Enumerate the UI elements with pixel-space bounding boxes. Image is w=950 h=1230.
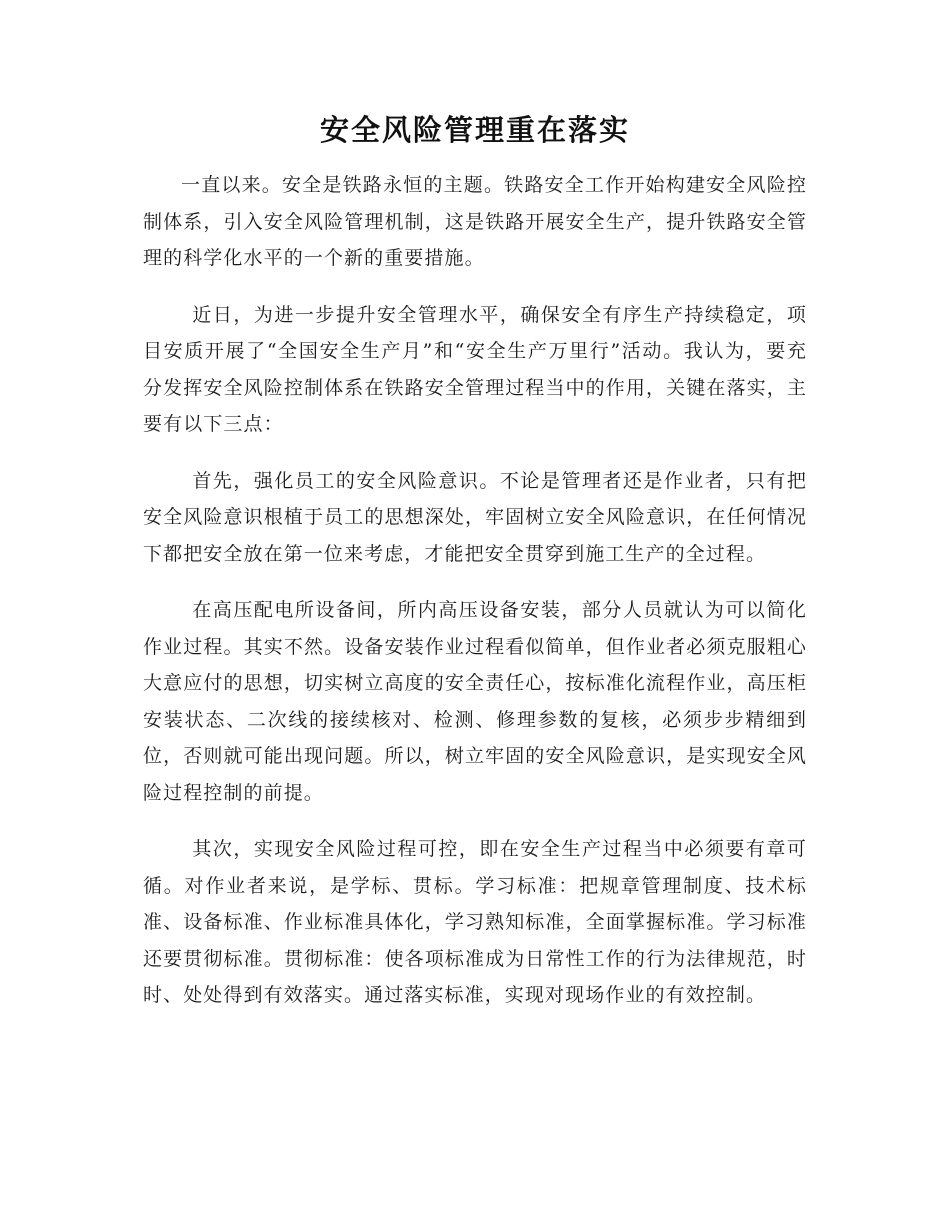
document-title: 安全风险管理重在落实 bbox=[319, 113, 630, 147]
paragraph-activity: 近日，为进一步提升安全管理水平，确保安全有序生产持续稳定，项目安质开展了“全国安全生产月”和“安全生产万里行”活动。我认为，要充分发挥安全风险控制体系在铁路安全管理过程当中的作用，关键在落实，主要有以下三点： bbox=[143, 303, 807, 435]
paragraph-first-point: 首先，强化员工的安全风险意识。不论是管理者还是作业者，只有把安全风险意识根植于员工的思想深处，牢固树立安全风险意识，在任何情况下都把安全放在第一位来考虑，才能把安全贯穿到施工生产的全过程。 bbox=[143, 469, 807, 565]
paragraph-intro: 一直以来。安全是铁路永恒的主题。铁路安全工作开始构建安全风险控制体系，引入安全风险管理机制，这是铁路开展安全生产，提升铁路安全管理的科学化水平的一个新的重要措施。 bbox=[143, 174, 807, 269]
paragraph-example: 在高压配电所设备间，所内高压设备安装，部分人员就认为可以简化作业过程。其实不然。设备安装作业过程看似简单，但作业者必须克服粗心大意应付的思想，切实树立高度的安全责任心，按标准化流程作业，高压柜安装状态、二次线的接续核对、检测、修理参数的复核，必须步步精细到位，否则就可能出现问题。所以，树立牢固的安全风险意识，是实现安全风险过程控制的前提。 bbox=[143, 599, 807, 804]
document-body bbox=[143, 167, 807, 1034]
paragraph-second-point: 其次，实现安全风险过程可控，即在安全生产过程当中必须要有章可循。对作业者来说，是学标、贯标。学习标准：把规章管理制度、技术标准、设备标准、作业标准具体化，学习熟知标准，全面掌握标准。学习标准还要贯彻标准。贯彻标准：使各项标准成为日常性工作的行为法律规范，时时、处处得到有效落实。通过落实标准，实现对现场作业的有效控制。 bbox=[143, 838, 807, 1006]
